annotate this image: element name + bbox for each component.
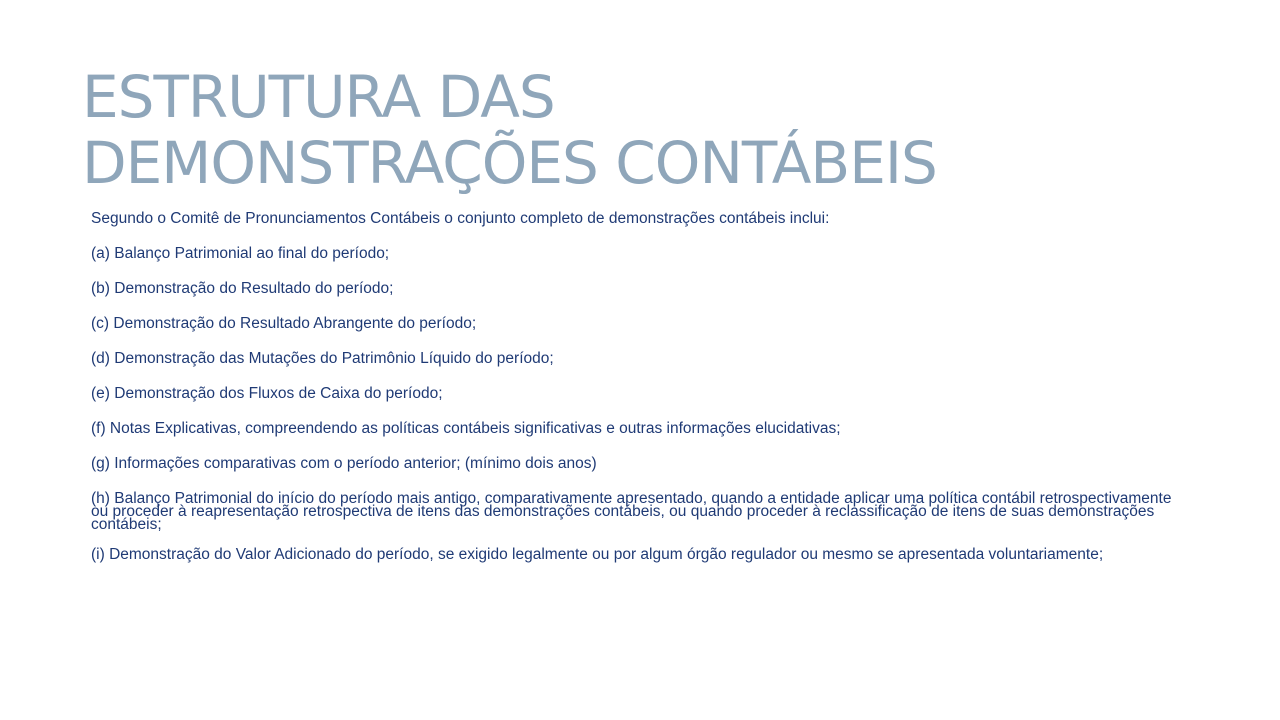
slide-title [82, 64, 1182, 196]
list-item-d: (d) Demonstração das Mutações do Patrimônio Líquido do período; [91, 350, 554, 367]
list-item-e: (e) Demonstração dos Fluxos de Caixa do período; [91, 385, 443, 402]
list-item-c: (c) Demonstração do Resultado Abrangente do período; [91, 315, 477, 332]
slide-title-line-2: DEMONSTRAÇÕES CONTÁBEIS [82, 129, 937, 197]
list-item-i: (i) Demonstração do Valor Adicionado do período, se exigido legalmente ou por algum órgão regulador ou mesmo se apresentada voluntariamente; [91, 546, 1104, 563]
list-item-h: (h) Balanço Patrimonial do início do período mais antigo, comparativamente apresentado, quando a entidade aplicar uma política contábil retrospectivamente ou proceder à reapresentação retrospectiva de itens das demonstrações contábeis, ou quando proceder à reclassificação de itens de suas demonstrações contábeis; [91, 490, 1172, 533]
slide-title-line-1: ESTRUTURA DAS [82, 63, 555, 131]
slide-body [91, 212, 1191, 583]
list-item-f: (f) Notas Explicativas, compreendendo as políticas contábeis significativas e outras informações elucidativas; [91, 420, 841, 437]
intro-text: Segundo o Comitê de Pronunciamentos Contábeis o conjunto completo de demonstrações contábeis inclui: [91, 210, 830, 227]
list-item-b: (b) Demonstração do Resultado do período; [91, 280, 394, 297]
list-item-g: (g) Informações comparativas com o período anterior; (mínimo dois anos) [91, 455, 597, 472]
list-item-a: (a) Balanço Patrimonial ao final do período; [91, 245, 390, 262]
